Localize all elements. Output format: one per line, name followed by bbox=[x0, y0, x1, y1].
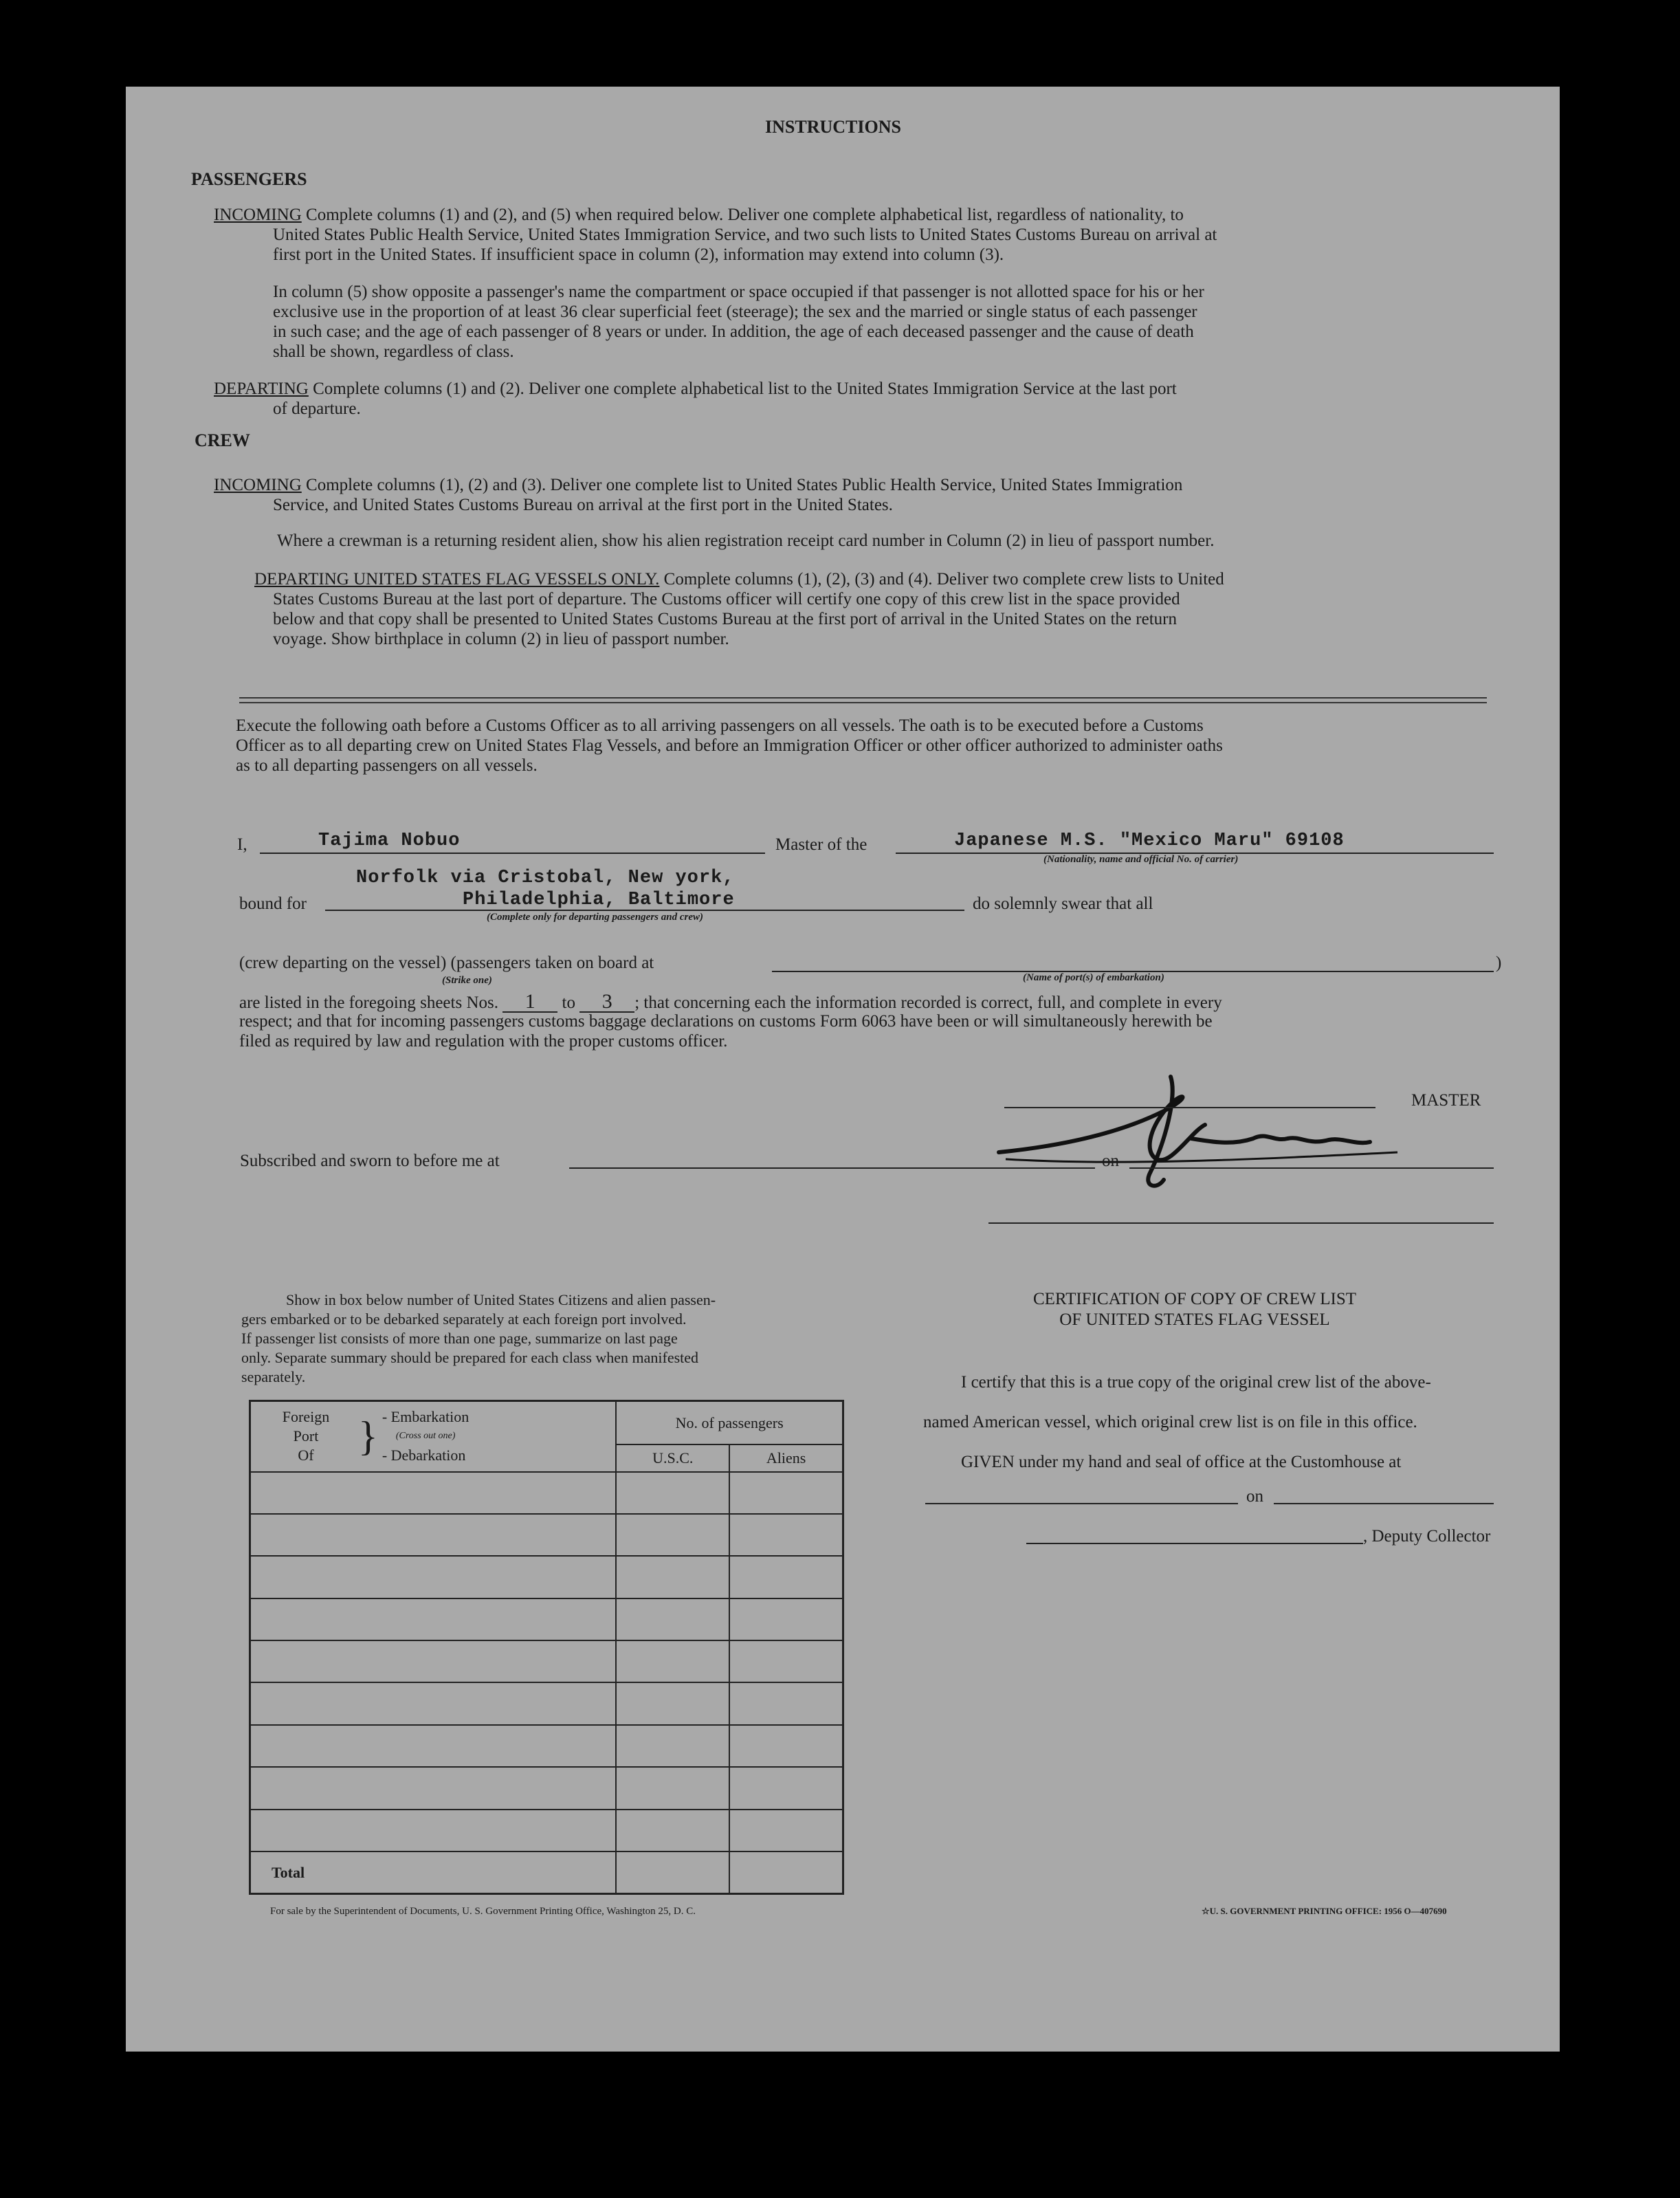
destination-caption: (Complete only for departing passengers and crew) bbox=[487, 912, 703, 923]
certification-title1: CERTIFICATION OF COPY OF CREW LIST bbox=[1032, 1290, 1357, 1308]
crew-departing-strike: (crew departing on the vessel) (passengers taken on board at bbox=[239, 954, 654, 972]
certification-line1: I certify that this is a true copy of the original crew list of the above- bbox=[961, 1373, 1431, 1392]
subscribed-place-line bbox=[569, 1167, 1095, 1169]
port-cell[interactable] bbox=[250, 1514, 617, 1556]
table-row bbox=[250, 1640, 843, 1682]
usc-cell[interactable] bbox=[616, 1810, 729, 1851]
respect-line: respect; and that for incoming passengers customs baggage declarations on customs Form 6063 have been or will simultaneously herewith be bbox=[239, 1012, 1213, 1031]
subscribed-label: Subscribed and sworn to before me at bbox=[240, 1152, 500, 1170]
embarkation-label: - Embarkation bbox=[382, 1408, 469, 1426]
port-cell[interactable] bbox=[250, 1725, 617, 1767]
master-name-line bbox=[260, 853, 765, 854]
table-row bbox=[250, 1725, 843, 1767]
certification-line2: named American vessel, which original crew list is on file in this office. bbox=[923, 1413, 1417, 1431]
passenger-summary-table bbox=[249, 1400, 844, 1895]
master-name: Tajima Nobuo bbox=[318, 831, 461, 851]
usc-total-cell[interactable] bbox=[616, 1851, 729, 1893]
usc-cell[interactable] bbox=[616, 1767, 729, 1809]
port-cell[interactable] bbox=[250, 1556, 617, 1598]
aliens-cell[interactable] bbox=[729, 1514, 843, 1556]
footer-left: For sale by the Superintendent of Documents, U. S. Government Printing Office, Washington 25, D. C. bbox=[270, 1906, 696, 1917]
sheet-from: 1 bbox=[502, 991, 557, 1013]
box-instructions-line5: separately. bbox=[241, 1368, 306, 1385]
incoming-text: Complete columns (1) and (2), and (5) when required below. Deliver one complete alphabetical list, regardless of nationality, to bbox=[301, 206, 1184, 224]
table-row bbox=[250, 1514, 843, 1556]
brace: } bbox=[358, 1414, 378, 1460]
table-row bbox=[250, 1556, 843, 1598]
certification-on-label: on bbox=[1246, 1487, 1263, 1506]
certification-title2: OF UNITED STATES FLAG VESSEL bbox=[1059, 1310, 1330, 1329]
port-caption: (Name of port(s) of embarkation) bbox=[1023, 972, 1164, 983]
swear-label: do solemnly swear that all bbox=[973, 894, 1153, 913]
sheets-prefix: are listed in the foregoing sheets Nos. bbox=[239, 993, 498, 1012]
crew-departing-line2: States Customs Bureau at the last port of departure. The Customs officer will certify one copy of this crew list in the space provided bbox=[273, 590, 1180, 608]
sheets-suffix: ; that concerning each the information recorded is correct, full, and complete in every bbox=[634, 993, 1222, 1012]
passengers-incoming-line1 bbox=[214, 205, 1184, 225]
deputy-collector-label: , Deputy Collector bbox=[1363, 1527, 1491, 1546]
oath-intro-line3: as to all departing passengers on all vessels. bbox=[236, 756, 538, 775]
usc-cell[interactable] bbox=[616, 1514, 729, 1556]
vessel-caption: (Nationality, name and official No. of carrier) bbox=[1043, 854, 1239, 865]
passengers-departing-line1 bbox=[214, 379, 1177, 399]
table-row bbox=[250, 1682, 843, 1724]
box-instructions-line2: gers embarked or to be debarked separately at each foreign port involved. bbox=[241, 1310, 687, 1328]
port-cell[interactable] bbox=[250, 1682, 617, 1724]
usc-cell[interactable] bbox=[616, 1472, 729, 1514]
usc-header: U.S.C. bbox=[616, 1444, 729, 1471]
port-cell[interactable] bbox=[250, 1640, 617, 1682]
vessel-name: Japanese M.S. "Mexico Maru" 69108 bbox=[954, 831, 1345, 851]
column5-line1: In column (5) show opposite a passenger's name the compartment or space occupied if that passenger is not allotted space for his or her bbox=[273, 283, 1204, 301]
destination-line bbox=[325, 910, 964, 911]
aliens-cell[interactable] bbox=[729, 1598, 843, 1640]
usc-cell[interactable] bbox=[616, 1682, 729, 1724]
sheet-to: 3 bbox=[579, 991, 634, 1013]
incoming-label: INCOMING bbox=[214, 206, 302, 224]
deputy-signature-line bbox=[1026, 1543, 1363, 1544]
aliens-cell[interactable] bbox=[729, 1767, 843, 1809]
port-cell[interactable] bbox=[250, 1598, 617, 1640]
oath-intro-line2: Officer as to all departing crew on United States Flag Vessels, and before an Immigration Officer or other officer authorized to administer oaths bbox=[236, 736, 1223, 755]
master-of-label: Master of the bbox=[775, 835, 867, 854]
debarkation-label: - Debarkation bbox=[382, 1447, 466, 1464]
box-instructions-line3: If passenger list consists of more than one page, summarize on last page bbox=[241, 1330, 678, 1347]
subscribed-date-line bbox=[1129, 1167, 1494, 1169]
table-row bbox=[250, 1598, 843, 1640]
total-row bbox=[250, 1851, 843, 1893]
destination-line2: Philadelphia, Baltimore bbox=[463, 890, 735, 910]
passengers-heading: PASSENGERS bbox=[191, 169, 307, 189]
passengers-incoming-line2: United States Public Health Service, United States Immigration Service, and two such lists to United States Customs Bureau on arrival at bbox=[273, 226, 1217, 244]
usc-cell[interactable] bbox=[616, 1640, 729, 1682]
departing-text: Complete columns (1) and (2). Deliver one complete alphabetical list to the United States Immigration Service at the last port bbox=[308, 380, 1177, 398]
filed-line: filed as required by law and regulation with the proper customs officer. bbox=[239, 1032, 728, 1051]
table-row bbox=[250, 1810, 843, 1851]
crew-incoming-line1 bbox=[214, 475, 1182, 495]
column5-line3: in such case; and the age of each passenger of 8 years or under. In addition, the age of each deceased passenger and the cause of death bbox=[273, 322, 1194, 341]
certification-line3: GIVEN under my hand and seal of office at the Customhouse at bbox=[961, 1453, 1402, 1471]
crew-incoming-line2: Service, and United States Customs Bureau on arrival at the first port in the United States. bbox=[273, 496, 893, 514]
aliens-cell[interactable] bbox=[729, 1810, 843, 1851]
crew-departing-line1 bbox=[254, 569, 1224, 589]
port-header-cell bbox=[250, 1401, 617, 1472]
aliens-cell[interactable] bbox=[729, 1682, 843, 1724]
customhouse-line bbox=[925, 1503, 1238, 1504]
strike-caption: (Strike one) bbox=[442, 975, 492, 986]
subscribed-on-label: on bbox=[1102, 1152, 1119, 1170]
crew-departing-label: DEPARTING UNITED STATES FLAG VESSELS ONLY. bbox=[254, 570, 660, 589]
master-signature bbox=[985, 1049, 1466, 1200]
aliens-cell[interactable] bbox=[729, 1556, 843, 1598]
column5-line4: shall be shown, regardless of class. bbox=[273, 342, 514, 361]
officer-signature-line bbox=[988, 1222, 1494, 1224]
departing-label: DEPARTING bbox=[214, 380, 309, 398]
aliens-cell[interactable] bbox=[729, 1640, 843, 1682]
cross-out-label: (Cross out one) bbox=[395, 1431, 456, 1442]
foreign-label: Foreign bbox=[282, 1408, 330, 1426]
close-paren: ) bbox=[1496, 954, 1502, 972]
box-instructions-line4: only. Separate summary should be prepared for each class when manifested bbox=[241, 1349, 699, 1366]
divider bbox=[239, 697, 1487, 703]
form-page bbox=[126, 87, 1560, 2052]
crew-departing-line4: voyage. Show birthplace in column (2) in lieu of passport number. bbox=[273, 630, 729, 648]
oath-i-label: I, bbox=[237, 835, 247, 854]
usc-cell[interactable] bbox=[616, 1598, 729, 1640]
table-row bbox=[250, 1767, 843, 1809]
usc-cell[interactable] bbox=[616, 1725, 729, 1767]
usc-cell[interactable] bbox=[616, 1556, 729, 1598]
aliens-cell[interactable] bbox=[729, 1472, 843, 1514]
master-signature-line bbox=[1004, 1107, 1375, 1108]
port-cell[interactable] bbox=[250, 1767, 617, 1809]
crew-departing-line3: below and that copy shall be presented to United States Customs Bureau at the first port of arrival in the United States on the return bbox=[273, 610, 1177, 628]
bound-for-label: bound for bbox=[239, 894, 307, 913]
port-cell[interactable] bbox=[250, 1810, 617, 1851]
crew-incoming-label: INCOMING bbox=[214, 476, 302, 494]
box-instructions-line1: Show in box below number of United States Citizens and alien passen- bbox=[286, 1291, 716, 1308]
oath-intro-line1: Execute the following oath before a Customs Officer as to all arriving passengers on all vessels. The oath is to be executed before a Customs bbox=[236, 716, 1204, 735]
page-title: INSTRUCTIONS bbox=[765, 117, 901, 137]
column5-line2: exclusive use in the proportion of at least 36 clear superficial feet (steerage); the sex and the married or single status of each passenger bbox=[273, 303, 1197, 321]
crew-departing-text: Complete columns (1), (2), (3) and (4). Deliver two complete crew lists to United bbox=[659, 570, 1224, 589]
crew-heading: CREW bbox=[195, 430, 250, 450]
crew-incoming-text: Complete columns (1), (2) and (3). Deliver one complete list to United States Public Health Service, United States Immigration bbox=[301, 476, 1183, 494]
sheets-line bbox=[239, 991, 1222, 1013]
total-label: Total bbox=[250, 1851, 617, 1893]
certification-date-line bbox=[1274, 1503, 1494, 1504]
passengers-departing-line2: of departure. bbox=[273, 399, 361, 418]
footer-right: ☆U. S. GOVERNMENT PRINTING OFFICE: 1956 O—407690 bbox=[1202, 1906, 1447, 1916]
sheets-to-label: to bbox=[562, 993, 575, 1012]
table-row bbox=[250, 1472, 843, 1514]
destination-line1: Norfolk via Cristobal, New york, bbox=[356, 868, 735, 888]
aliens-cell[interactable] bbox=[729, 1725, 843, 1767]
crew-resident-text: Where a crewman is a returning resident alien, show his alien registration receipt card number in Column (2) in lieu of passport number. bbox=[277, 531, 1215, 550]
aliens-header: Aliens bbox=[729, 1444, 843, 1471]
of-label: Of bbox=[298, 1447, 314, 1464]
port-cell[interactable] bbox=[250, 1472, 617, 1514]
master-label: MASTER bbox=[1411, 1091, 1481, 1110]
port-label: Port bbox=[293, 1427, 319, 1445]
no-passengers-header: No. of passengers bbox=[616, 1401, 843, 1445]
passengers-incoming-line3: first port in the United States. If insufficient space in column (2), information may extend into column (3). bbox=[273, 245, 1004, 264]
aliens-total-cell[interactable] bbox=[729, 1851, 843, 1893]
